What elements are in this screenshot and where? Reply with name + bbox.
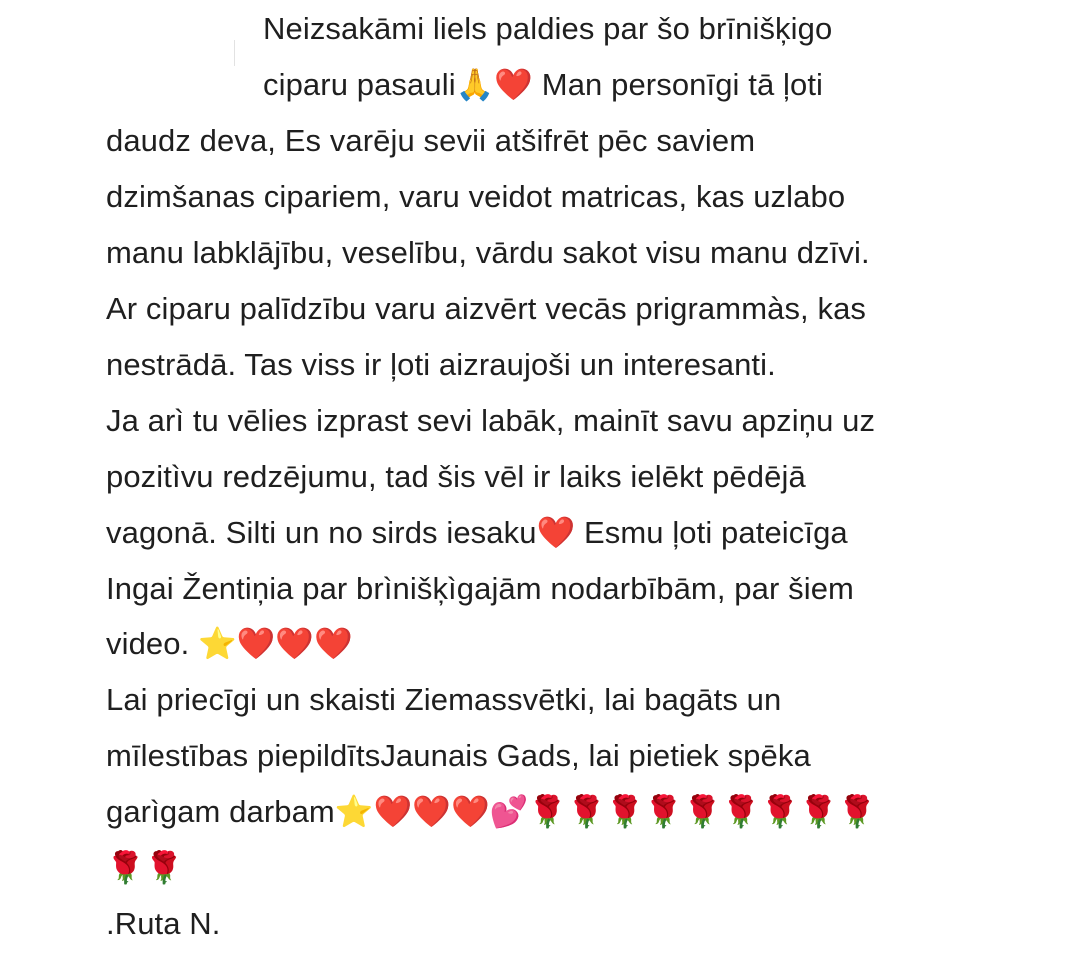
faint-mark — [204, 40, 235, 66]
text-line-10: vagonā. Silti un no sirds iesaku❤️ Esmu ļoti pateicīga — [106, 515, 848, 550]
text-line-3: daudz deva, Es varēju sevii atšifrēt pēc saviem — [106, 123, 756, 158]
text-line-6: Ar ciparu palīdzību varu aizvērt vecās prigrammàs, kas — [106, 291, 867, 326]
text-line-8: Ja arì tu vēlies izprast sevi labāk, mainīt savu apziņu uz — [106, 403, 876, 438]
text-line-14: mīlestības piepildītsJaunais Gads, lai pietiek spēka — [106, 738, 811, 773]
text-line-4: dzimšanas cipariem, varu veidot matricas, kas uzlabo — [106, 179, 846, 214]
signature: .Ruta N. — [106, 906, 221, 941]
text-line-11: Ingai Žentiņia par brìnišķìgajām nodarbībām, par šiem — [106, 571, 854, 606]
text-line-7: nestrādā. Tas viss ir ļoti aizraujoši un interesanti. — [106, 347, 776, 382]
text-line-1: Neizsakāmi liels paldies par šo brīnišķigo — [263, 11, 833, 46]
text-line-5: manu labklājību, veselību, vārdu sakot visu manu dzīvi. — [106, 235, 870, 270]
text-line-9: pozitìvu redzējumu, tad šis vēl ir laiks ielēkt pēdējā — [106, 459, 806, 494]
text-line-12: video. ⭐❤️❤️❤️ — [106, 626, 353, 661]
text-line-2: ciparu pasauli🙏❤️ Man personīgi tā ļoti — [263, 67, 824, 102]
text-line-15: garìgam darbam⭐❤️❤️❤️💕🌹🌹🌹🌹🌹🌹🌹🌹🌹 — [106, 794, 877, 829]
text-line-16: 🌹🌹 — [106, 850, 184, 886]
text-line-13: Lai priecīgi un skaisti Ziemassvētki, lai bagāts un — [106, 682, 782, 717]
